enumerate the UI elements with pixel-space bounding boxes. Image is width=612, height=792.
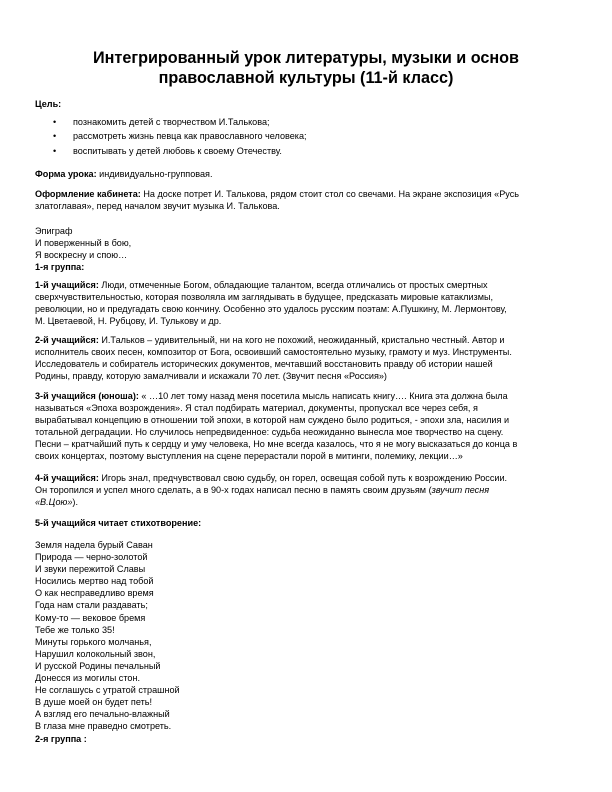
list-item: • воспитывать у детей любовь к своему Отечеству. (53, 145, 282, 156)
poem-line: Не соглашусь с утратой страшной (35, 685, 180, 696)
paragraph-line: Песни – кратчайший путь к сердцу и уму человека, Но мне всегда казалось, что я не могу высказаться до конца в (35, 439, 518, 450)
lesson-form (35, 168, 583, 180)
student-2-paragraph (35, 334, 583, 382)
paragraph-line: Родины, правду, которую замалчивали и искажали 70 лет. (Звучит песня «Россия») (35, 371, 387, 382)
goal-heading: Цель: (35, 99, 62, 109)
poem-line: В душе моей он будет петь! (35, 697, 153, 708)
song-note: звучит песня (431, 485, 490, 496)
poem-line: Земля надела бурый Саван (35, 540, 153, 550)
paragraph-line: Игорь знал, предчувствовал свою судьбу, он горел, освещая собой путь к возрождению России. (98, 473, 508, 483)
goal-list-block (35, 115, 583, 158)
song-title: «В.Цою» (35, 497, 73, 508)
paragraph-line: Он торопился и успел много сделать, а в 90-х годах написал песню в память своим друзьям ( (35, 485, 432, 496)
poem-line: Донесся из могилы стон. (35, 673, 141, 684)
student-4-label: 4-й учащийся: (35, 473, 99, 483)
list-item: • познакомить детей с творчеством И.Талькова; (53, 117, 270, 127)
bullet-icon: • (53, 131, 57, 142)
room-setup-text: златоглавая», перед началом звучит музыка И. Талькова. (35, 201, 280, 212)
title-line-1: Интегрированный урок литературы, музыки и основ (92, 49, 520, 67)
poem-line: Носились мертво над тобой (35, 576, 154, 587)
epigraph (35, 225, 583, 273)
poem (35, 539, 583, 745)
poem-line: И звуки пережитой Славы (35, 564, 146, 575)
list-item: • рассмотреть жизнь певца как православного человека; (53, 131, 307, 142)
student-3-label: 3-й учащийся (юноша): (35, 391, 139, 401)
poem-line: Нарушил колокольный звон, (35, 648, 156, 659)
student-3-paragraph (35, 390, 583, 463)
paragraph-line: называться «Эпоха возрождения». Я стал подбирать материал, документы, пропускал все через себя, я (35, 403, 478, 414)
paragraph-line: исполнитель своих песен, композитор от Бога, освоивший самостоятельно музыку, грамоту и муз. Инструменты. (35, 347, 512, 358)
bullet-icon: • (53, 117, 57, 127)
paragraph-line: Исследователь и собиратель исторических документов, мечтавший восстановить правду об истории нашей (35, 359, 493, 370)
student-1-label: 1-й учащийся: (35, 280, 99, 290)
poem-line: О как несправедливо время (35, 588, 154, 599)
document-title (30, 48, 582, 88)
student-2-label: 2-й учащийся: (35, 335, 99, 345)
paragraph-line: М. Цветаевой, Н. Рубцову, И. Тулькову и др. (35, 316, 222, 327)
room-setup (35, 188, 583, 212)
bullet-icon: • (53, 145, 57, 156)
poem-line: Года нам стали раздавать; (35, 600, 148, 611)
poem-line: А взгляд его печально-влажный (35, 709, 170, 720)
poem-line: Природа — черно-золотой (35, 552, 148, 563)
goal-section (35, 98, 583, 110)
title-line-2: православной культуры (11-й класс) (158, 69, 454, 87)
paragraph-line: сверхчувствительностью, которая позволяла им заглядывать в будущее, предсказать мировые катаклизмы, (35, 292, 494, 303)
room-setup-text: На доске потрет И. Талькова, рядом стоит стол со свечами. На экране экспозиция «Русь (140, 189, 519, 199)
poem-line: В глаза мне праведно смотреть. (35, 721, 172, 732)
student-4-paragraph (35, 472, 583, 508)
epigraph-line: Я воскресну и спою… (35, 250, 128, 261)
group-2-heading: 2-я группа : (35, 733, 87, 744)
poem-line: Кому-то — вековое бремя (35, 612, 146, 623)
paragraph-line: « …10 лет тому назад меня посетила мысль написать книгу…. Книга эта должна была (138, 391, 508, 401)
paragraph-line: своих концертах, поэтому выступления на сцене перерастали порой в митинги, полемику, лекции…» (35, 451, 463, 462)
poem-line: Тебе же только 35! (35, 624, 115, 635)
paragraph-line: революции, но и предугадать свою кончину. Особенно это удалось русским поэтам: А.Пушкину, М. Лермонтову, (35, 304, 507, 315)
epigraph-heading: Эпиграф (35, 226, 73, 236)
lesson-form-text: индивидуально-групповая. (99, 169, 213, 179)
goal-list (35, 115, 583, 158)
paragraph-line: Люди, отмеченные Богом, обладающие талантом, всегда отличались от простых смертных (98, 280, 488, 290)
paragraph-tail: ). (72, 497, 78, 508)
group-1-heading: 1-я группа: (35, 262, 85, 273)
paragraph-line: тотальной деградации. Но случилось непредвиденное: судьба неожиданно вынесла мое творчество на сцену. (35, 427, 504, 438)
paragraph-line: вырабатывал концепцию в отношении той эпохи, в которой нам суждено было родиться, - эпохи зла, насилия и (35, 415, 510, 426)
lesson-form-label: Форма урока: (35, 169, 97, 179)
poem-line: Минуты горького молчанья, (35, 636, 152, 647)
student-5-heading: 5-й учащийся читает стихотворение: (35, 518, 202, 528)
poem-line: И русской Родины печальный (35, 660, 161, 671)
paragraph-line: И.Тальков – удивительный, ни на кого не похожий, неожиданный, кристально честный. Автор и (98, 335, 505, 345)
room-setup-label: Оформление кабинета: (35, 189, 141, 199)
epigraph-line: И поверженный в бою, (35, 238, 132, 249)
student-1-paragraph (35, 279, 583, 327)
